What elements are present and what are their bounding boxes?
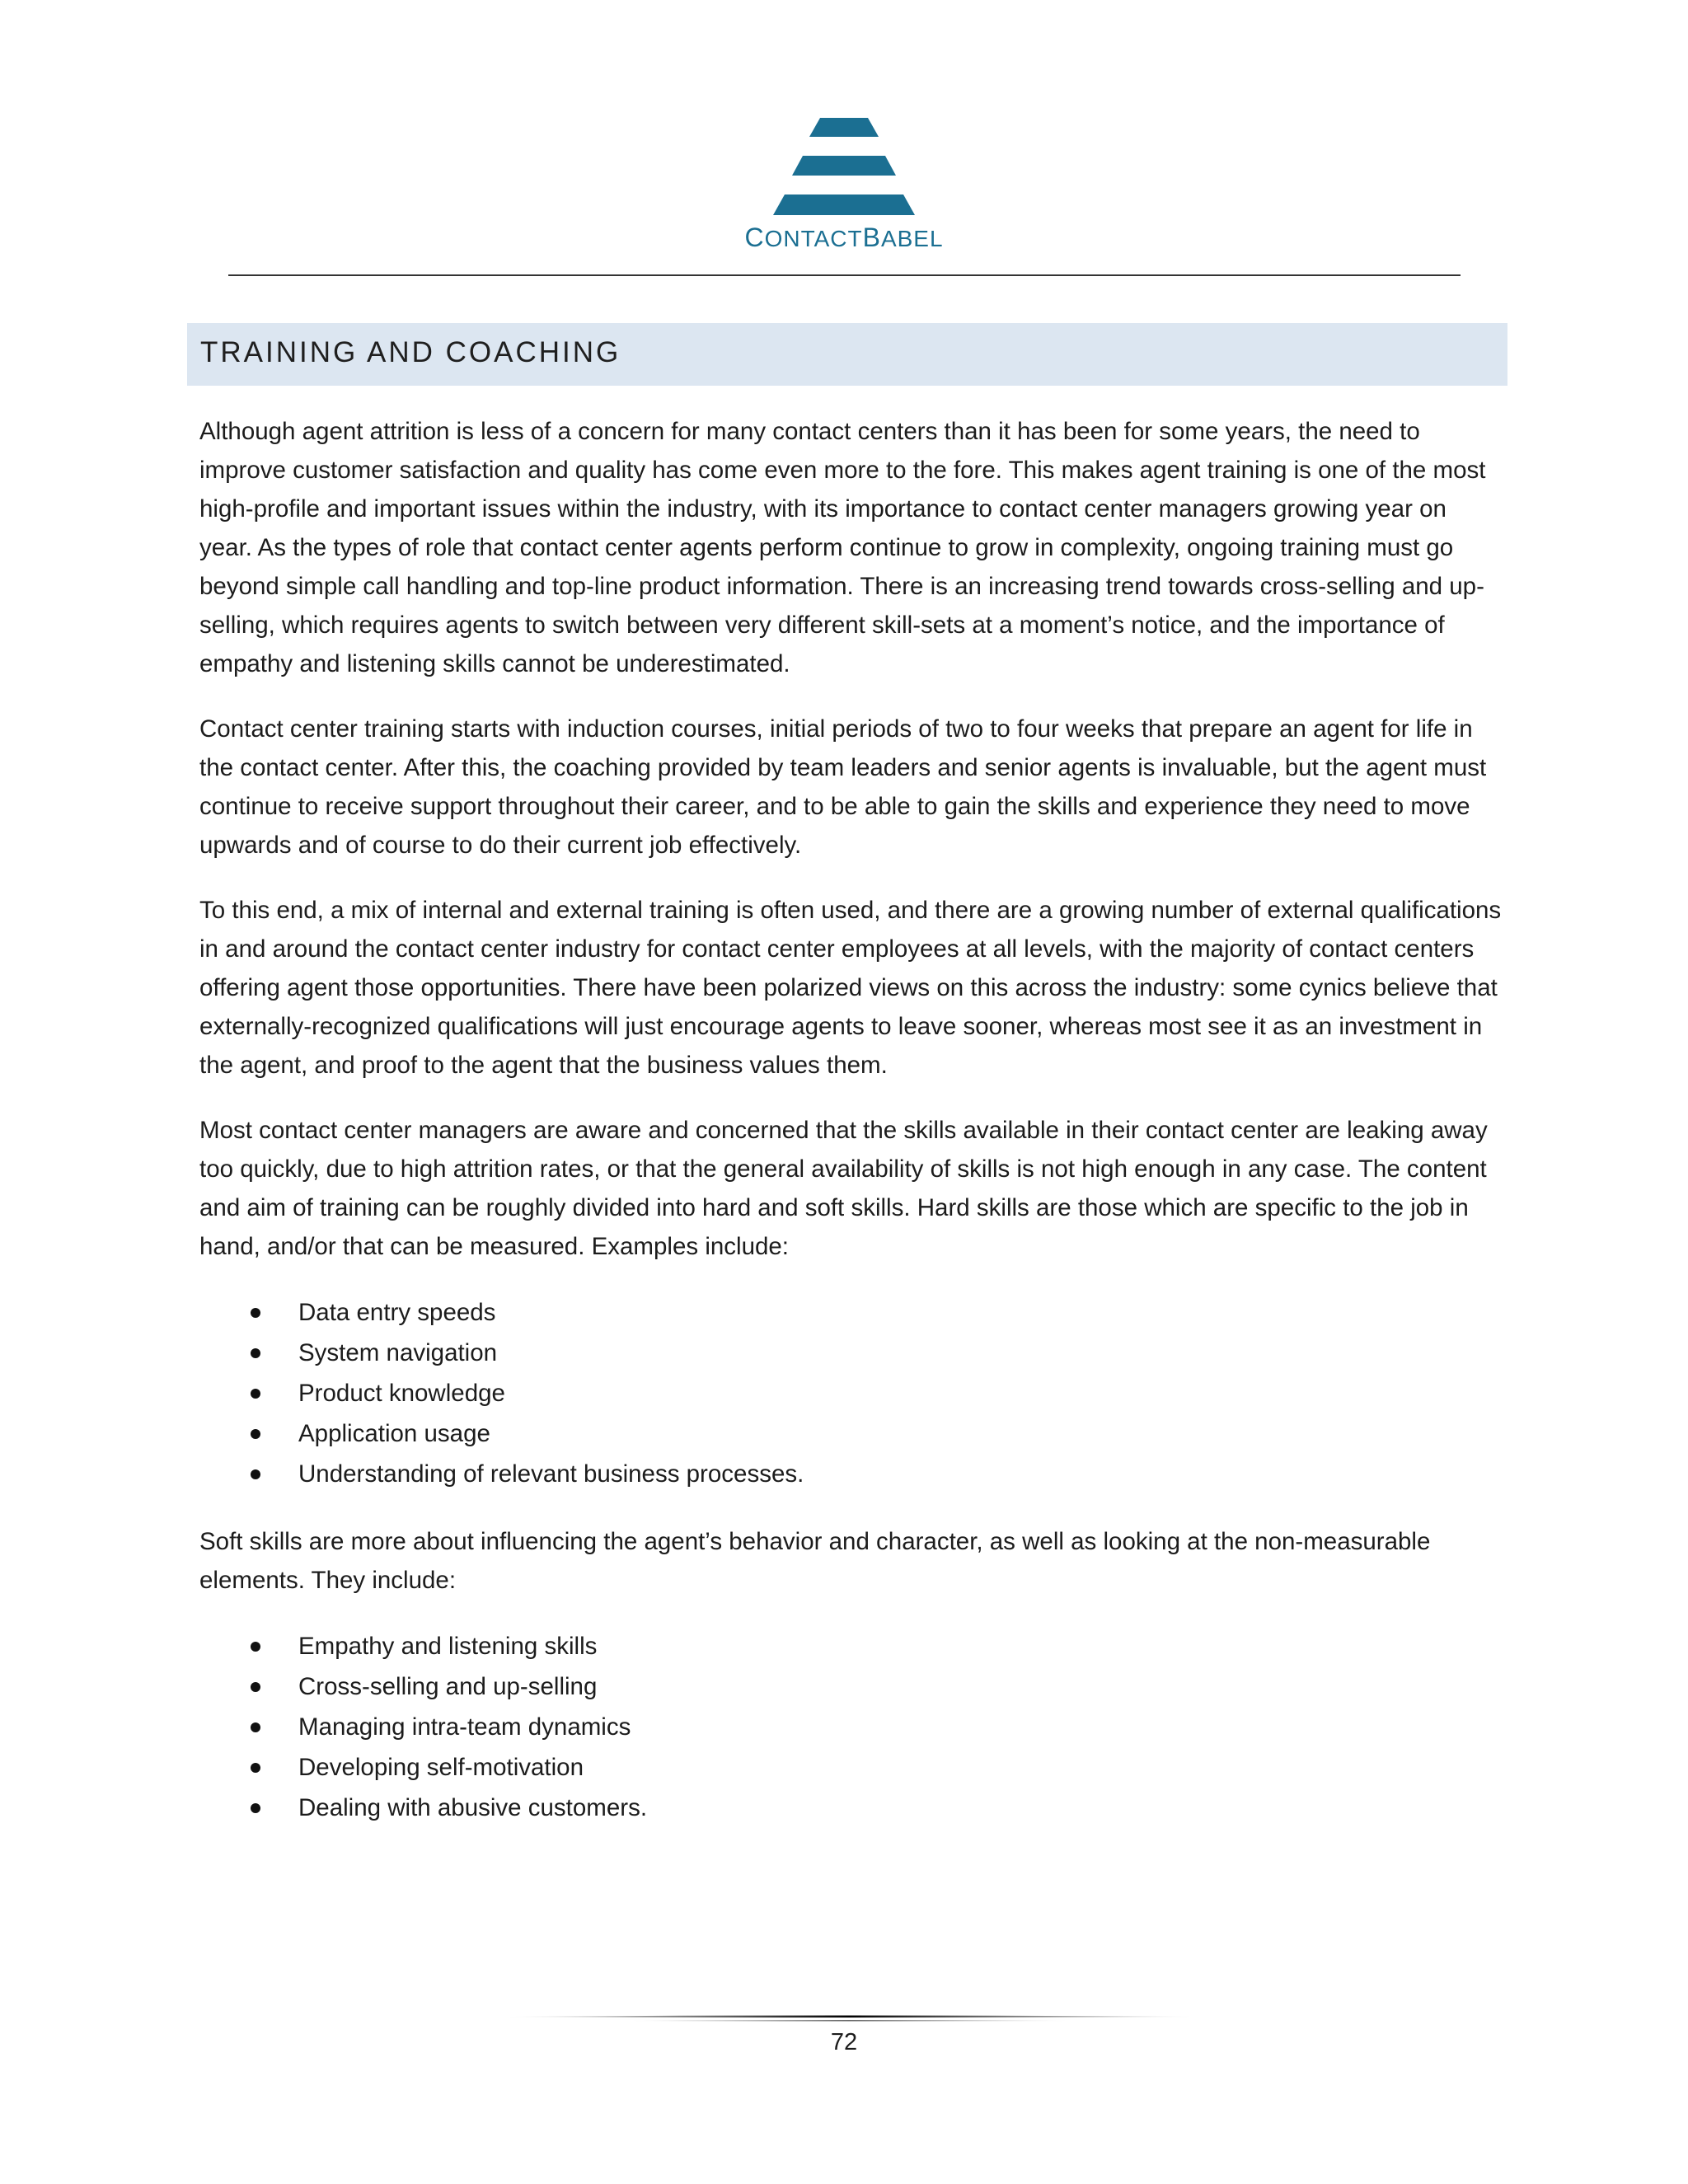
- list-item: [199, 1747, 1502, 1788]
- list-item-text: Empathy and listening skills: [298, 1633, 598, 1660]
- paragraph-1: Although agent attrition is less of a concern for many contact centers than it has been for some years, the need to improve customer satisfaction and quality has come even more to the fore. This makes agent training is one of the most high-profile and important issues within the industry, with its importance to contact center managers growing year on year. As the types of role that contact center agents perform continue to grow in complexity, ongoing training must go beyond simple call handling and top-line product information. There is an increasing trend towards cross-selling and up-selling, which requires agents to switch between very different skill-sets at a moment’s notice, and the importance of empathy and listening skills cannot be underestimated.: [199, 418, 1486, 677]
- list-item-text: Developing self-motivation: [298, 1754, 584, 1781]
- logo-word-babel: ABEL: [880, 226, 944, 251]
- main-content: [199, 412, 1502, 1856]
- soft-skills-list: [199, 1626, 1502, 1828]
- logo-letter-b: B: [862, 223, 881, 252]
- list-item-text: Managing intra-team dynamics: [298, 1713, 631, 1741]
- list-item-text: System navigation: [298, 1339, 498, 1366]
- paragraph-4: Most contact center managers are aware and concerned that the skills available in their contact center are leaking away too quickly, due to high attrition rates, or that the general availability of skills is not high enough in any case. The content and aim of training can be roughly divided into hard and soft skills. Hard skills are those which are specific to the job in hand, and/or that can be measured. Examples include:: [199, 1117, 1488, 1260]
- list-item-text: Data entry speeds: [298, 1299, 496, 1326]
- list-item: [199, 1373, 1502, 1413]
- bullet-icon: [251, 1803, 260, 1813]
- bullet-icon: [251, 1348, 260, 1358]
- list-item-text: Application usage: [298, 1420, 490, 1447]
- bullet-icon: [251, 1389, 260, 1399]
- list-item: [199, 1707, 1502, 1747]
- list-item: [199, 1626, 1502, 1666]
- bullet-icon: [251, 1429, 260, 1439]
- contactbabel-logo: [0, 115, 1688, 253]
- list-item: [199, 1788, 1502, 1828]
- bullet-icon: [251, 1763, 260, 1773]
- logo-word-contact: ONTACT: [764, 226, 863, 251]
- bullet-icon: [251, 1308, 260, 1318]
- paragraph-2: Contact center training starts with induction courses, initial periods of two to four weeks that prepare an agent for life in the contact center. After this, the coaching provided by team leaders and senior agents is invaluable, but the agent must continue to receive support throughout their career, and to be able to gain the skills and experience they need to move upwards and of course to do their current job effectively.: [199, 715, 1487, 859]
- logo-letter-c: C: [744, 223, 765, 252]
- list-item: [199, 1333, 1502, 1373]
- list-item-text: Product knowledge: [298, 1380, 505, 1407]
- section-heading-band: [187, 323, 1507, 386]
- bullet-icon: [251, 1722, 260, 1732]
- bullet-icon: [251, 1682, 260, 1692]
- logo-wordmark: [0, 223, 1688, 253]
- list-item-text: Dealing with abusive customers.: [298, 1794, 648, 1821]
- list-item: [199, 1666, 1502, 1707]
- header-divider: [228, 274, 1461, 276]
- page-number: 72: [830, 2029, 858, 2055]
- section-title: TRAINING AND COACHING: [200, 336, 621, 368]
- list-item: [199, 1292, 1502, 1333]
- pyramid-logo-icon: [753, 115, 935, 216]
- list-item: [199, 1454, 1502, 1494]
- list-item-text: Cross-selling and up-selling: [298, 1673, 598, 1700]
- list-item: [199, 1413, 1502, 1454]
- hard-skills-list: [199, 1292, 1502, 1494]
- bullet-icon: [251, 1469, 260, 1479]
- paragraph-3: To this end, a mix of internal and external training is often used, and there are a growing number of external qualifications in and around the contact center industry for contact center employees at all levels, with the majority of contact centers offering agent those opportunities. There have been polarized views on this across the industry: some cynics believe that externally-recognized qualifications will just encourage agents to leave sooner, whereas most see it as an investment in the agent, and proof to the agent that the business values them.: [199, 897, 1502, 1079]
- soft-skills-intro: Soft skills are more about influencing the agent’s behavior and character, as well as looking at the non-measurable elements. They include:: [199, 1528, 1431, 1594]
- bullet-icon: [251, 1642, 260, 1652]
- list-item-text: Understanding of relevant business processes.: [298, 1460, 804, 1488]
- footer-divider: [503, 2014, 1195, 2024]
